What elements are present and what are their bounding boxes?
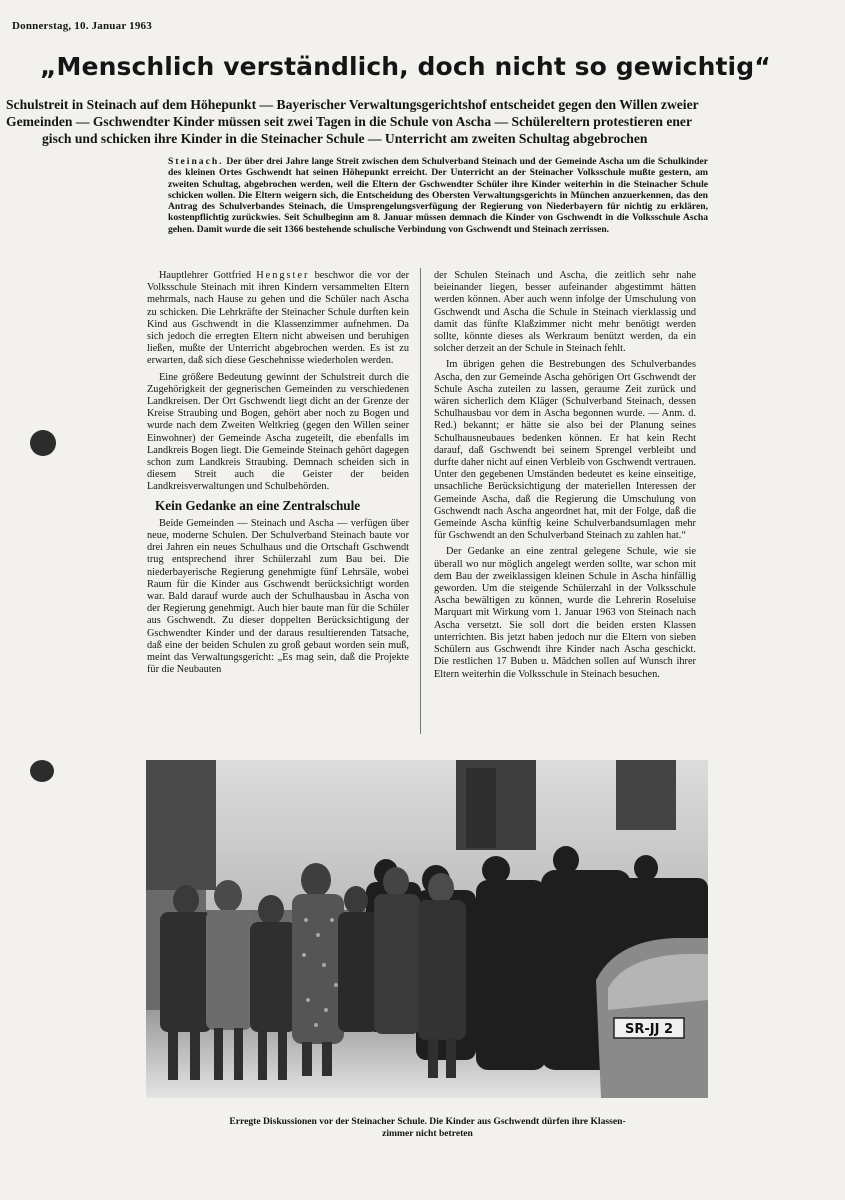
article-column-1	[147, 270, 409, 681]
article-column-2	[434, 270, 696, 685]
paragraph: Der Gedanke an eine zentral gelegene Schule, wie sie überall wo nur möglich angelegt werden sollte, war schon mit dem Bau der zweiklassigen kleinen Schule in Ascha hinfällig geworden. Um die steigende Schülerzahl in der Volksschule Ascha bewältigen zu können, wurde die Lehrerin Roseluise Marquart mit Wirkung vom 1. Januar 1963 von Steinach nach Ascha versetzt. Sie soll dort die beiden ersten Klassen unterrichten. Bis jetzt haben jedoch nur die Eltern von sieben Schülern aus Gschwendt ihre Kinder nach Ascha geschickt. Die restlichen 17 Buben u. Mädchen sollen auf Wunsch ihrer Eltern weiterhin die Volksschule in Steinach besuchen.	[434, 546, 696, 680]
subheadline-line-1: Schulstreit in Steinach auf dem Höhepunkt — Bayerischer Verwaltungsgerichtshof entscheidet gegen den Willen zweier	[6, 97, 699, 112]
paragraph: Eine größere Bedeutung gewinnt der Schulstreit durch die Zugehörigkeit der gegnerischen Gemeinden zu verschiedenen Landkreisen. Der Ort Gschwendt liegt dicht an der Grenze der Kreise Straubing und Bogen, gehört aber noch zu Bogen und wurde nach dem Zweiten Weltkrieg (gegen den Willen seiner Einwohner) der Gemeinde Ascha zugeteilt, die ebenfalls im Landkreis Bogen liegt. Die Gemeinde Steinach gehört dagegen schon zum Landkreis Straubing. Demnach scheiden sich in diesem Streit auch die Geister der beiden Landkreisverwaltungen und Schulbehörden.	[147, 371, 409, 493]
headline: „Menschlich verständlich, doch nicht so gewichtig“	[40, 52, 771, 81]
paragraph: der Schulen Steinach und Ascha, die zeitlich sehr nahe beieinander liegen, besser aufeinander abgestimmt hätten werden können. Aber auch wenn infolge der Umschulung von Gschwendt und Ascha die Schule in Steinach vierklassig und damit das fünfte Klaßzimmer nicht mehr benötigt werden sollte, könnte dieses als Werkraum benützt werden, da ein solcher derzeit an der Schule in Steinach fehlt.	[434, 270, 696, 355]
paragraph: Beide Gemeinden — Steinach und Ascha — verfügen über neue, moderne Schulen. Der Schulverband Steinach baute vor drei Jahren ein neues Schulhaus und die Ortschaft Gschwendt trug entsprechend ihrer Schülerzahl zum Bau bei. Die niederbayerische Regierung genehmigte fünf Lehrsäle, wobei Raum für die Kinder aus Gschwendt berücksichtigt worden war. Bald darauf wurde auch der Schulhausbau in Ascha von der Regierung genehmigt. Auch hier baute man für die Schüler aus Gschwendt. Zu dieser doppelten Berücksichtigung der Gschwendter Kinder und der daraus resultierenden Tatsache, daß eine der beiden Schulen zu groß gebaut worden sein muß, meint das Verwaltungsgericht: „Es mag sein, daß die Projekte für die Neubauten	[147, 517, 409, 676]
lead-paragraph	[168, 156, 708, 235]
lead-place: Steinach.	[168, 156, 224, 167]
paragraph-text: Hauptlehrer Gottfried	[159, 270, 252, 281]
subheadline-line-2: Gemeinden — Gschwendter Kinder müssen seit zwei Tagen in die Schule von Ascha — Schülereltern protestieren ener	[6, 114, 692, 129]
caption-line-2: zimmer nicht betreten	[382, 1128, 473, 1139]
section-heading: Kein Gedanke an eine Zentralschule	[155, 497, 361, 513]
column-divider	[420, 268, 421, 734]
punch-hole-mark	[30, 430, 56, 456]
lead-text: Der über drei Jahre lange Streit zwischen dem Schulverband Steinach und der Gemeinde Ascha um die Schulkinder des kleinen Ortes Gschwendt hat seinen Höhepunkt erreicht. Der Unterricht an der Steinacher Volksschule mußte gestern, am zweiten Schultag, abgebrochen werden, weil die Eltern der Gschwendter Schüler ihre Kinder weiterhin in die Steinacher Schule schicken wollen. Die Eltern weigern sich, die Entscheidung des Obersten Verwaltungsgerichts in München anzuerkennen, das den Antrag des Schulverbandes Steinach, die Umsprengelungsverfügung der Regierung von Niederbayern für nichtig zu erklären, kostenpflichtig zurückwies. Seit Schulbeginn am 8. Januar müssen demnach die Kinder von Gschwendt in die Volksschule Ascha gehen. Damit wurde die seit 1366 bestehende schulische Verbindung von Gschwendt und Steinach zerrissen.	[168, 156, 708, 235]
photo-illustration	[146, 760, 708, 1098]
license-plate: SR-JJ 2	[624, 1022, 674, 1037]
caption-line-1: Erregte Diskussionen vor der Steinacher Schule. Die Kinder aus Gschwendt dürfen ihre Klassen-	[229, 1116, 626, 1127]
paragraph-text: beschwor die vor der Volksschule Steinach mit ihren Kindern versammelten Eltern mehrmals, nach Hause zu gehen und die Schüler nach Ascha zu schicken. Die Lehrkräfte der Steinacher Schule durften kein Kind aus Gschwendt in die Klassenzimmer aufnehmen. Da sich jedoch die erregten Eltern nicht abweisen und beruhigen ließen, mußte der Unterricht abgebrochen werden. Es ist zu erwarten, daß sich diese Geschehnisse wiederholen werden.	[147, 270, 409, 367]
person-name: Hengster	[256, 270, 310, 281]
paragraph	[147, 270, 409, 368]
dateline: Donnerstag, 10. Januar 1963	[12, 20, 152, 32]
subheadline	[6, 96, 842, 147]
news-photo	[146, 760, 708, 1098]
punch-hole-mark	[30, 760, 54, 782]
paragraph: Im übrigen gehen die Bestrebungen des Schulverbandes Ascha, den zur Gemeinde Ascha gehörigen Ort Gschwendt der Schule Ascha zuteilen zu lassen, geraume Zeit zurück und wären sicherlich dem Kläger (Schulverband Steinach, dessen Schulhausbau vor dem in Ascha begonnen wurde. — Anm. d. Red.) bekannt; er hätte sie also bei der Planung seines Schulhausneubaues bedenken können. Er hat kein Recht darauf, daß Gschwendt bei seinem Sprengel verbleibt und durfte daher nicht auf einen Verbleib von Gschwendt vertrauen. Unter den gegebenen Umständen bedeutet es keine einseitige, unsachliche Berücksichtigung der materiellen Interessen der Gemeinde Ascha, daß die Regierung die Umschulung von Gschwendt nach Ascha angeordnet hat, mit der Folge, daß die Gemeinde Ascha künftig keine Schulverbandsumlagen mehr für Gschwendt an den Schulverband Steinach zu zahlen hat.“	[434, 359, 696, 542]
photo-caption	[150, 1116, 705, 1140]
subheadline-line-3: gisch und schicken ihre Kinder in die Steinacher Schule — Unterricht am zweiten Schultag abgebrochen	[42, 131, 648, 146]
